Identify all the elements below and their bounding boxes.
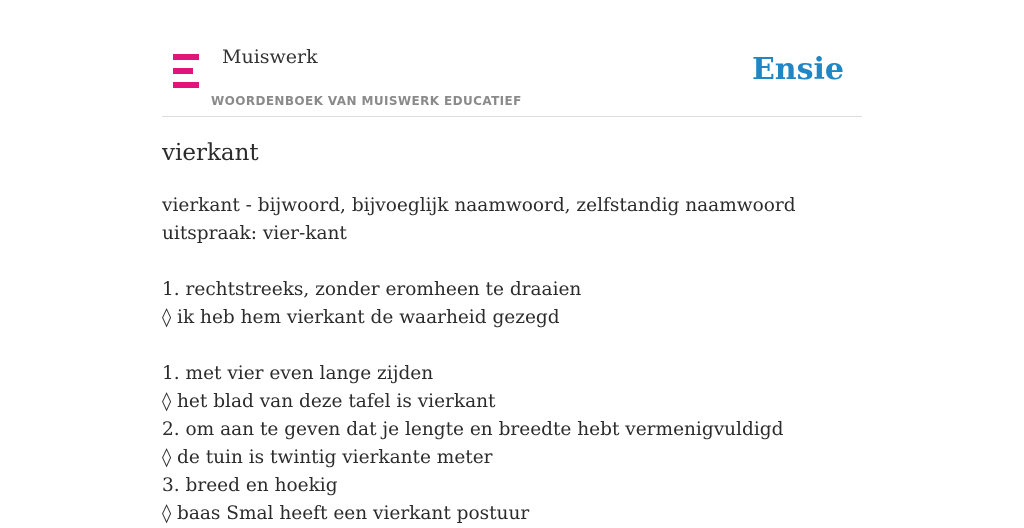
site-name-link[interactable]: Muiswerk: [222, 46, 318, 68]
example-sentence: ◊ het blad van deze tafel is vierkant: [162, 391, 496, 412]
page-title: vierkant: [162, 140, 259, 166]
spacer: [162, 332, 862, 360]
definition-item: 3. breed en hoekig: [162, 475, 338, 496]
definition-item: 1. met vier even lange zijden: [162, 363, 434, 384]
definition-item: 1. rechtstreeks, zonder eromheen te draaien: [162, 279, 582, 300]
example-sentence: ◊ de tuin is twintig vierkante meter: [162, 447, 493, 468]
site-tagline: WOORDENBOEK VAN MUISWERK EDUCATIEF: [211, 94, 522, 108]
definition-item: 2. om aan te geven dat je lengte en breedte hebt vermenigvuldigd: [162, 419, 784, 440]
part-of-speech-line: vierkant - bijwoord, bijvoeglijk naamwoord, zelfstandig naamwoord: [162, 195, 796, 216]
ensie-logo-link[interactable]: Ensie: [751, 52, 844, 87]
pronunciation-line: uitspraak: vier-kant: [162, 223, 347, 244]
definition-body: [162, 192, 862, 528]
example-sentence: ◊ baas Smal heeft een vierkant postuur: [162, 503, 530, 524]
spacer: [162, 248, 862, 276]
muiswerk-logo-icon[interactable]: [173, 54, 201, 88]
logo-bar-bottom: [173, 82, 199, 88]
logo-bar-middle: [173, 68, 193, 74]
site-header: [162, 0, 862, 117]
logo-bar-top: [173, 54, 199, 60]
example-sentence: ◊ ik heb hem vierkant de waarheid gezegd: [162, 307, 560, 328]
